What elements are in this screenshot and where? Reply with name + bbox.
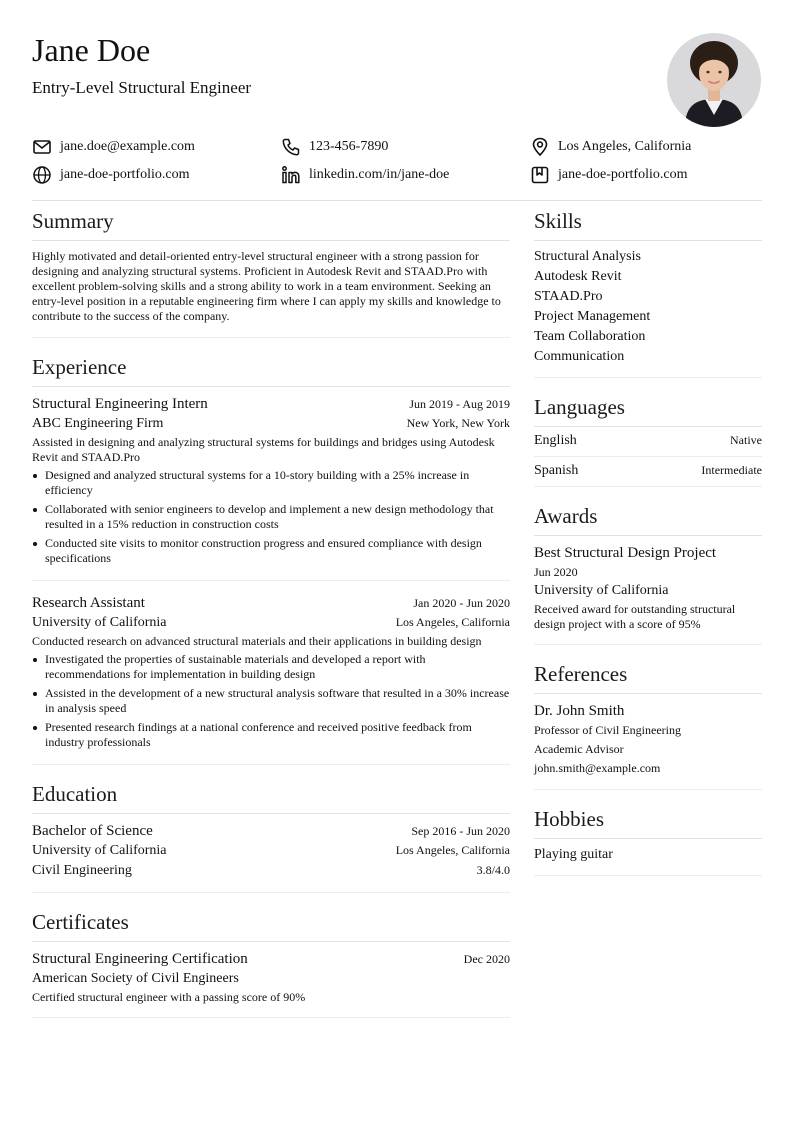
- languages-heading: Languages: [534, 394, 762, 427]
- experience-location: Los Angeles, California: [395, 615, 510, 629]
- header-divider: [32, 200, 762, 201]
- phone-text: 123-456-7890: [309, 139, 389, 154]
- profile-photo: [667, 33, 761, 127]
- contact-email[interactable]: [32, 137, 195, 157]
- bullet-item: Conducted site visits to monitor construction progress and ensured compliance with design specifications: [45, 536, 510, 566]
- map-pin-icon: [530, 137, 550, 157]
- job-title: Entry-Level Structural Engineer: [32, 78, 252, 97]
- portrait-image: [667, 33, 761, 127]
- side-column: [534, 208, 762, 876]
- award-description: Received award for outstanding structural design project with a score of 95%: [534, 602, 736, 631]
- education-section: [32, 781, 510, 893]
- language-item: [534, 457, 762, 487]
- certificate-description: Certified structural engineer with a passing score of 90%: [32, 990, 306, 1004]
- bookmark-icon: [530, 165, 550, 185]
- skills-list: [534, 241, 762, 377]
- certificate-entry: [32, 942, 510, 1017]
- phone-icon: [281, 137, 301, 157]
- hobbies-list: [534, 839, 762, 875]
- hobbies-section: [534, 806, 762, 876]
- experience-heading: Experience: [32, 354, 510, 387]
- experience-bullets: [32, 468, 510, 566]
- experience-description: Assisted in designing and analyzing structural systems for buildings and bridges using Autodesk Revit and STAAD.Pro: [32, 435, 495, 464]
- globe-icon: [32, 165, 52, 185]
- contact-location: [530, 137, 691, 157]
- reference-position: Professor of Civil Engineering: [534, 723, 681, 737]
- hobby-item: Playing guitar: [534, 847, 613, 862]
- reference-name: Dr. John Smith: [534, 703, 625, 719]
- experience-entry: [32, 387, 510, 581]
- summary-heading: Summary: [32, 208, 510, 241]
- experience-description: Conducted research on advanced structural materials and their applications in building design: [32, 634, 482, 648]
- awards-section: [534, 503, 762, 645]
- skill-item: Project Management: [534, 309, 651, 324]
- certificates-section: [32, 909, 510, 1018]
- references-heading: References: [534, 661, 762, 694]
- education-gpa: 3.8/4.0: [476, 863, 510, 877]
- contact-linkedin[interactable]: [281, 165, 449, 185]
- references-section: [534, 661, 762, 790]
- experience-org: University of California: [32, 615, 167, 630]
- linkedin-text: linkedin.com/in/jane-doe: [309, 167, 450, 182]
- skills-section: [534, 208, 762, 378]
- languages-section: [534, 394, 762, 487]
- experience-title: Structural Engineering Intern: [32, 396, 208, 412]
- skill-item: Team Collaboration: [534, 329, 646, 344]
- website-text: jane-doe-portfolio.com: [60, 167, 190, 182]
- skill-item: Structural Analysis: [534, 249, 641, 264]
- education-school: University of California: [32, 843, 167, 858]
- bullet-item: Collaborated with senior engineers to develop and implement a new design methodology that resulted in a 15% reduction in construction costs: [45, 502, 510, 532]
- skill-item: STAAD.Pro: [534, 289, 603, 304]
- reference-entry: [534, 694, 762, 789]
- education-date: Sep 2016 - Jun 2020: [411, 824, 510, 838]
- skill-item: Autodesk Revit: [534, 269, 622, 284]
- contact-portfolio[interactable]: [530, 165, 687, 185]
- linkedin-icon: [281, 165, 301, 185]
- reference-relation: Academic Advisor: [534, 742, 624, 756]
- location-text: Los Angeles, California: [558, 139, 692, 154]
- experience-title: Research Assistant: [32, 595, 145, 611]
- education-heading: Education: [32, 781, 510, 814]
- summary-text: Highly motivated and detail-oriented entry-level structural engineer with a strong passion for designing and analyzing structural systems. Proficient in Autodesk Revit and STAAD.Pro with excellent problem-solving skills and a strong ability to work in a team environment. Seeking an entry-level position in a reputable engineering firm where I can apply my skills and knowledge to contribute to the success of the company.: [32, 249, 501, 323]
- certificate-title: Structural Engineering Certification: [32, 951, 248, 967]
- main-column: [32, 208, 510, 1018]
- experience-location: New York, New York: [406, 416, 510, 430]
- hobbies-heading: Hobbies: [534, 806, 762, 839]
- language-name: Spanish: [534, 463, 579, 478]
- certificate-date: Dec 2020: [463, 952, 510, 966]
- email-text: jane.doe@example.com: [60, 139, 195, 154]
- education-field: Civil Engineering: [32, 863, 132, 878]
- mail-icon: [32, 137, 52, 157]
- award-date: Jun 2020: [534, 565, 578, 579]
- portfolio-text: jane-doe-portfolio.com: [558, 167, 688, 182]
- certificates-heading: Certificates: [32, 909, 510, 942]
- language-level: Native: [730, 433, 762, 447]
- skills-heading: Skills: [534, 208, 762, 241]
- language-item: [534, 427, 762, 457]
- education-entry: [32, 814, 510, 892]
- experience-org: ABC Engineering Firm: [32, 416, 164, 431]
- award-entry: [534, 536, 762, 644]
- education-location: Los Angeles, California: [395, 843, 510, 857]
- contact-website[interactable]: [32, 165, 189, 185]
- award-org: University of California: [534, 583, 669, 598]
- experience-section: [32, 354, 510, 765]
- experience-entry: [32, 581, 510, 764]
- bullet-item: Designed and analyzed structural systems for a 10-story building with a 25% increase in efficiency: [45, 468, 510, 498]
- bullet-item: Presented research findings at a national conference and received positive feedback from industry professionals: [45, 720, 510, 750]
- language-name: English: [534, 433, 577, 448]
- education-degree: Bachelor of Science: [32, 823, 153, 839]
- certificate-issuer: American Society of Civil Engineers: [32, 971, 239, 986]
- summary-section: [32, 208, 510, 338]
- bullet-item: Assisted in the development of a new structural analysis software that resulted in a 30% increase in analysis speed: [45, 686, 510, 715]
- bullet-item: Investigated the properties of sustainable materials and developed a report with recommendations for implementation in building design: [45, 652, 510, 682]
- experience-date: Jan 2020 - Jun 2020: [413, 596, 510, 610]
- resume-name: Jane Doe: [32, 32, 151, 68]
- experience-date: Jun 2019 - Aug 2019: [409, 397, 510, 411]
- skill-item: Communication: [534, 349, 625, 364]
- experience-bullets: [32, 652, 510, 750]
- contact-phone[interactable]: [281, 137, 388, 157]
- language-level: Intermediate: [701, 463, 762, 477]
- awards-heading: Awards: [534, 503, 762, 536]
- award-title: Best Structural Design Project: [534, 545, 717, 561]
- reference-email[interactable]: john.smith@example.com: [534, 761, 661, 775]
